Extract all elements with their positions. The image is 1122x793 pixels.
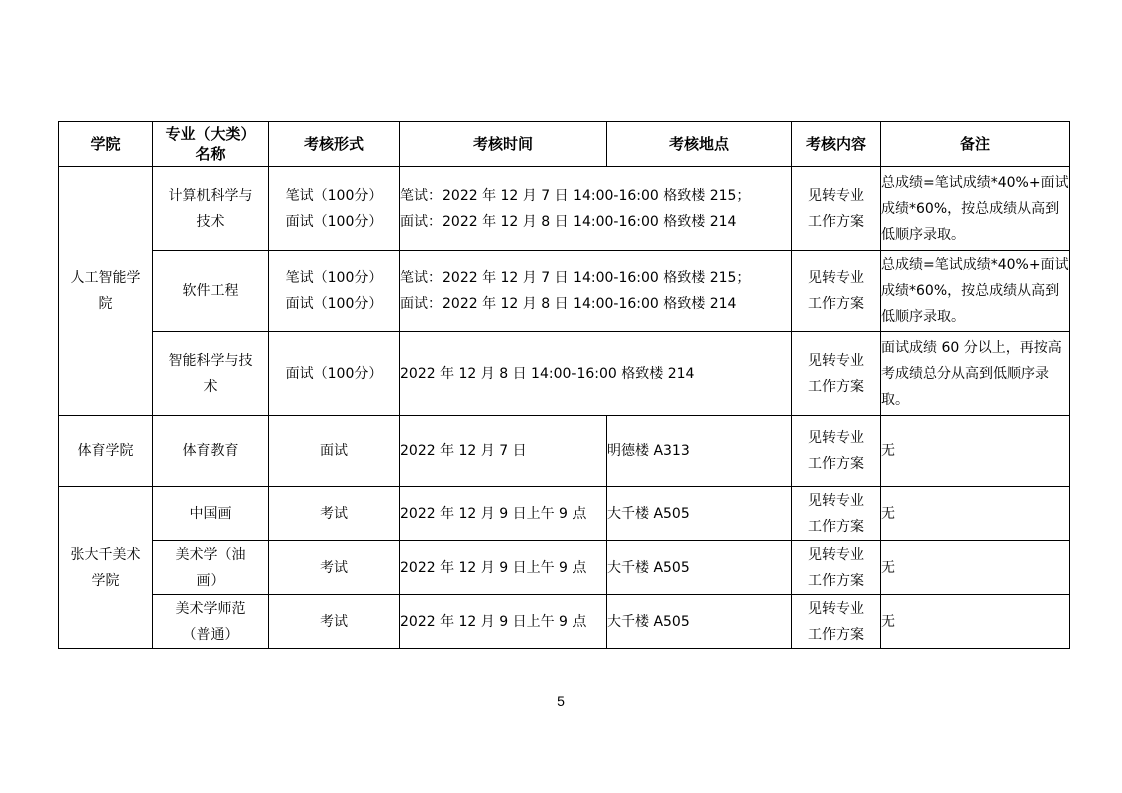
exam-time-line: 面试：2022 年 12 月 8 日 14:00-16:00 格致楼 214: [400, 296, 737, 312]
table-row: [59, 251, 1070, 332]
remarks-cell: 无: [881, 541, 1070, 595]
exam-form-cell: 考试: [269, 487, 400, 541]
major-cell: 体育教育: [153, 416, 269, 487]
header-exam-time: 考核时间: [400, 122, 607, 167]
major-line: 智能科学与技: [168, 352, 253, 369]
remarks-cell: 总成绩=笔试成绩*40%+面试成绩*60%，按总成绩从高到低顺序录取。: [881, 251, 1070, 332]
college-line: 张大千美术: [70, 546, 141, 563]
major-cell: [153, 332, 269, 416]
exam-content-cell: [792, 167, 881, 251]
exam-time-line: 面试：2022 年 12 月 8 日 14:00-16:00 格致楼 214: [400, 213, 737, 230]
exam-time-cell: 2022 年 12 月 9 日上午 9 点: [400, 541, 607, 595]
exam-content-line: 工作方案: [808, 572, 864, 589]
exam-form-cell: 面试: [269, 416, 400, 487]
exam-content-line: 工作方案: [808, 378, 864, 395]
exam-time-cell: 2022 年 12 月 9 日上午 9 点: [400, 487, 607, 541]
exam-time-place-cell: [400, 251, 792, 332]
exam-content-line: 见转专业: [808, 600, 864, 617]
exam-place-cell: 大千楼 A505: [607, 487, 792, 541]
remarks-cell: 无: [881, 595, 1070, 649]
header-exam-content: 考核内容: [792, 122, 881, 167]
major-cell: [153, 541, 269, 595]
header-major: [153, 122, 269, 167]
exam-time-line: 笔试：2022 年 12 月 7 日 14:00-16:00 格致楼 215；: [400, 187, 751, 204]
exam-form-line: 面试（100分）: [285, 213, 383, 230]
remarks-cell: 面试成绩 60 分以上，再按高考成绩总分从高到低顺序录取。: [881, 332, 1070, 416]
college-line: 人工智能学: [70, 270, 141, 286]
exam-form-cell: 考试: [269, 541, 400, 595]
transfer-exam-table: [58, 121, 1070, 649]
major-line: 美术学（油: [175, 546, 246, 563]
table-row: [59, 487, 1070, 541]
exam-content-cell: [792, 487, 881, 541]
header-exam-form: 考核形式: [269, 122, 400, 167]
exam-content-line: 工作方案: [808, 296, 864, 312]
college-cell: 体育学院: [59, 416, 153, 487]
header-college: 学院: [59, 122, 153, 167]
exam-form-cell: [269, 167, 400, 251]
exam-time-cell: 2022 年 12 月 7 日: [400, 416, 607, 487]
exam-content-line: 见转专业: [808, 187, 864, 204]
exam-content-cell: [792, 595, 881, 649]
exam-form-cell: [269, 332, 400, 416]
major-line: 计算机科学与: [168, 187, 253, 204]
major-line: 中国画: [189, 505, 232, 522]
exam-time-line: 2022 年 12 月 8 日 14:00-16:00 格致楼 214: [400, 365, 695, 382]
exam-content-cell: [792, 541, 881, 595]
exam-place-cell: 大千楼 A505: [607, 595, 792, 649]
exam-content-cell: [792, 332, 881, 416]
exam-form-cell: [269, 251, 400, 332]
exam-time-place-cell: [400, 167, 792, 251]
exam-place-cell: 大千楼 A505: [607, 541, 792, 595]
college-line: 院: [98, 296, 113, 312]
table-row: [59, 416, 1070, 487]
remarks-cell: 无: [881, 416, 1070, 487]
exam-content-line: 见转专业: [808, 352, 864, 369]
table-row: [59, 541, 1070, 595]
table-header-row: [59, 122, 1070, 167]
college-cell: [59, 487, 153, 649]
exam-content-line: 见转专业: [808, 430, 864, 446]
exam-content-line: 工作方案: [808, 456, 864, 472]
exam-form-line: 笔试（100分）: [285, 270, 383, 286]
exam-content-line: 见转专业: [808, 492, 864, 509]
exam-content-cell: [792, 251, 881, 332]
major-line: 美术学师范: [175, 600, 246, 617]
exam-form-line: 笔试（100分）: [285, 187, 383, 204]
exam-time-cell: 2022 年 12 月 9 日上午 9 点: [400, 595, 607, 649]
table-row: [59, 332, 1070, 416]
college-line: 学院: [91, 572, 120, 589]
exam-time-place-cell: [400, 332, 792, 416]
major-line: 画）: [196, 572, 225, 589]
major-line: 技术: [196, 213, 225, 230]
exam-content-cell: [792, 416, 881, 487]
major-cell: [153, 595, 269, 649]
college-cell: [59, 167, 153, 416]
exam-content-line: 工作方案: [808, 518, 864, 535]
header-exam-place: 考核地点: [607, 122, 792, 167]
exam-form-line: 面试（100分）: [285, 365, 383, 382]
header-major-line: 专业（大类）: [165, 125, 256, 143]
page-number: 5: [557, 693, 565, 709]
major-cell: [153, 251, 269, 332]
remarks-cell: 总成绩=笔试成绩*40%+面试成绩*60%，按总成绩从高到低顺序录取。: [881, 167, 1070, 251]
exam-place-cell: 明德楼 A313: [607, 416, 792, 487]
major-cell: [153, 167, 269, 251]
exam-content-line: 工作方案: [808, 213, 864, 230]
major-cell: [153, 487, 269, 541]
exam-form-line: 面试（100分）: [285, 296, 383, 312]
remarks-cell: 无: [881, 487, 1070, 541]
major-line: 术: [203, 378, 218, 395]
exam-content-line: 工作方案: [808, 626, 864, 643]
header-major-line: 名称: [195, 145, 226, 163]
exam-content-line: 见转专业: [808, 270, 864, 286]
header-remarks: 备注: [881, 122, 1070, 167]
major-line: 软件工程: [182, 283, 239, 299]
exam-content-line: 见转专业: [808, 546, 864, 563]
exam-form-cell: 考试: [269, 595, 400, 649]
table-row: [59, 167, 1070, 251]
table-row: [59, 595, 1070, 649]
exam-time-line: 笔试：2022 年 12 月 7 日 14:00-16:00 格致楼 215；: [400, 270, 751, 286]
major-line: （普通）: [182, 626, 239, 643]
